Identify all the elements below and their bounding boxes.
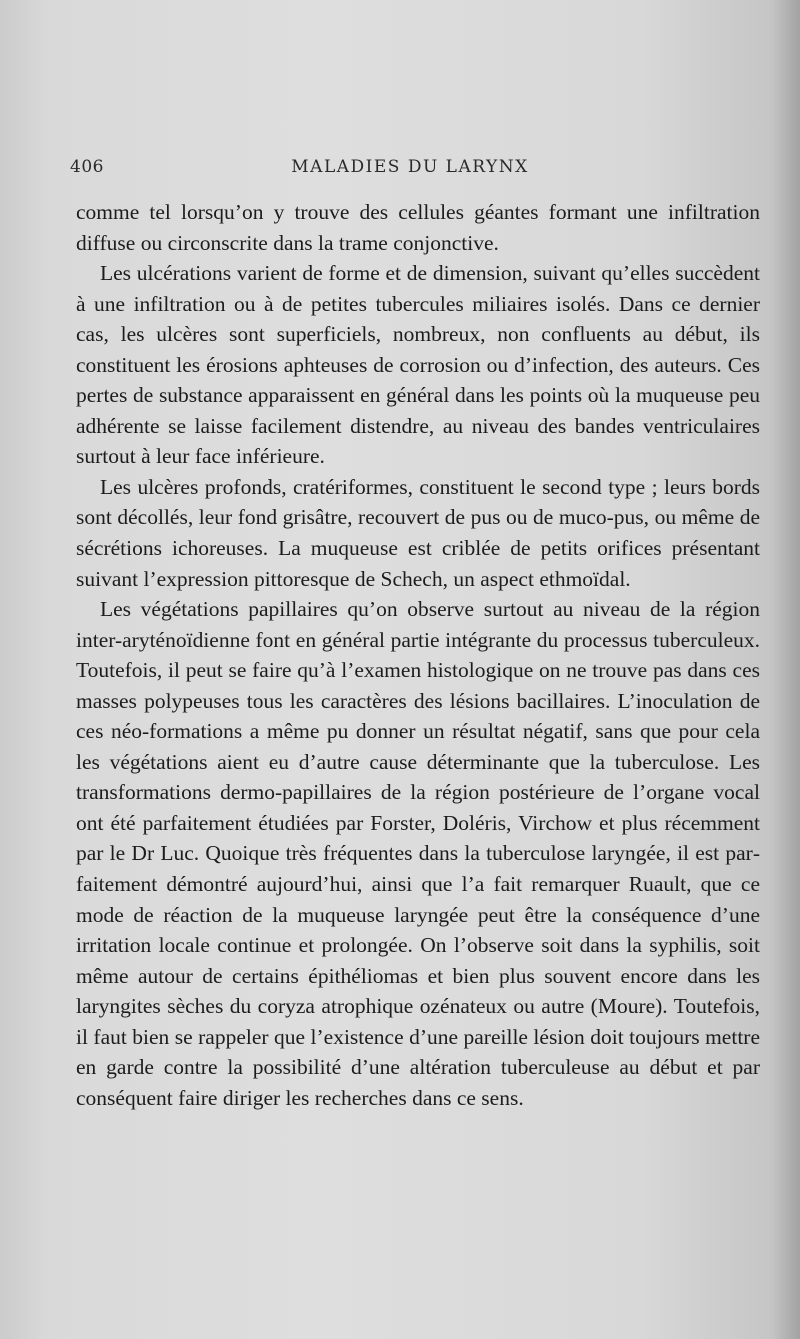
paragraph-ulcerations: Les ulcérations varient de forme et de dimension, suivant qu’elles succèdent à une infiltration ou à de petites tubercules miliaires isolés. Dans ce dernier cas, les ulcères sont superficiels, nombreux, non confluents au début, ils constituent les érosions aphteuses de corrosion ou d’infection, des auteurs. Ces pertes de substance apparaissent en général dans les points où la muqueuse peu adhérente se laisse facilement distendre, au niveau des bandes ventriculaires surtout à leur face inférieure. bbox=[76, 261, 760, 469]
page-number: 406 bbox=[70, 157, 104, 177]
page-edge-shadow bbox=[772, 0, 800, 1339]
page-header bbox=[70, 157, 750, 187]
running-title: MALADIES DU LARYNX bbox=[291, 157, 529, 177]
body-text bbox=[76, 197, 760, 1113]
paragraph-papillary-vegetations: Les végétations papillaires qu’on observe surtout au niveau de la région inter-aryténoïdienne font en général partie intégrante du processus tuberculeux. Toutefois, il peut se faire qu’à l’examen histologique on ne trouve pas dans ces masses polypeuses tous les caractères des lésions bacillaires. L’inoculation de ces néo-formations a même pu donner un résultat négatif, sans que pour cela les végétations aient eu d’autre cause déterminante que la tuberculose. Les transformations dermo-papillaires de la région postérieure de l’organe vocal ont été parfaitement étudiées par Forster, Doléris, Virchow et plus récemment par le Dr Luc. Quoique très fréquentes dans la tuberculose laryngée, il est parfaitement démontré aujourd’hui, ainsi que l’a fait remarquer Ruault, que ce mode de réaction de la muqueuse laryngée peut être la conséquence d’une irritation locale continue et prolongée. On l’observe soit dans la syphilis, soit même autour de certains épithéliomas et bien plus souvent encore dans les laryngites sèches du coryza atrophique ozénateux ou autre (Moure). Toutefois, il faut bien se rappeler que l’existence d’une pareille lésion doit toujours mettre en garde contre la possibilité d’une altération tuberculeuse au début et par conséquent faire diriger les recherches dans ce sens. bbox=[76, 597, 760, 1110]
paragraph-continuation: comme tel lorsqu’on y trouve des cellules géantes formant une infiltration diffuse ou circonscrite dans la trame conjonctive. bbox=[76, 200, 760, 255]
paragraph-deep-ulcers: Les ulcères profonds, cratériformes, constituent le second type ; leurs bords sont décollés, leur fond grisâtre, recouvert de pus ou de muco-pus, ou même de sécrétions ichoreuses. La muqueuse est criblée de petits orifices présentant suivant l’expression pittoresque de Schech, un aspect ethmoïdal. bbox=[76, 474, 760, 591]
